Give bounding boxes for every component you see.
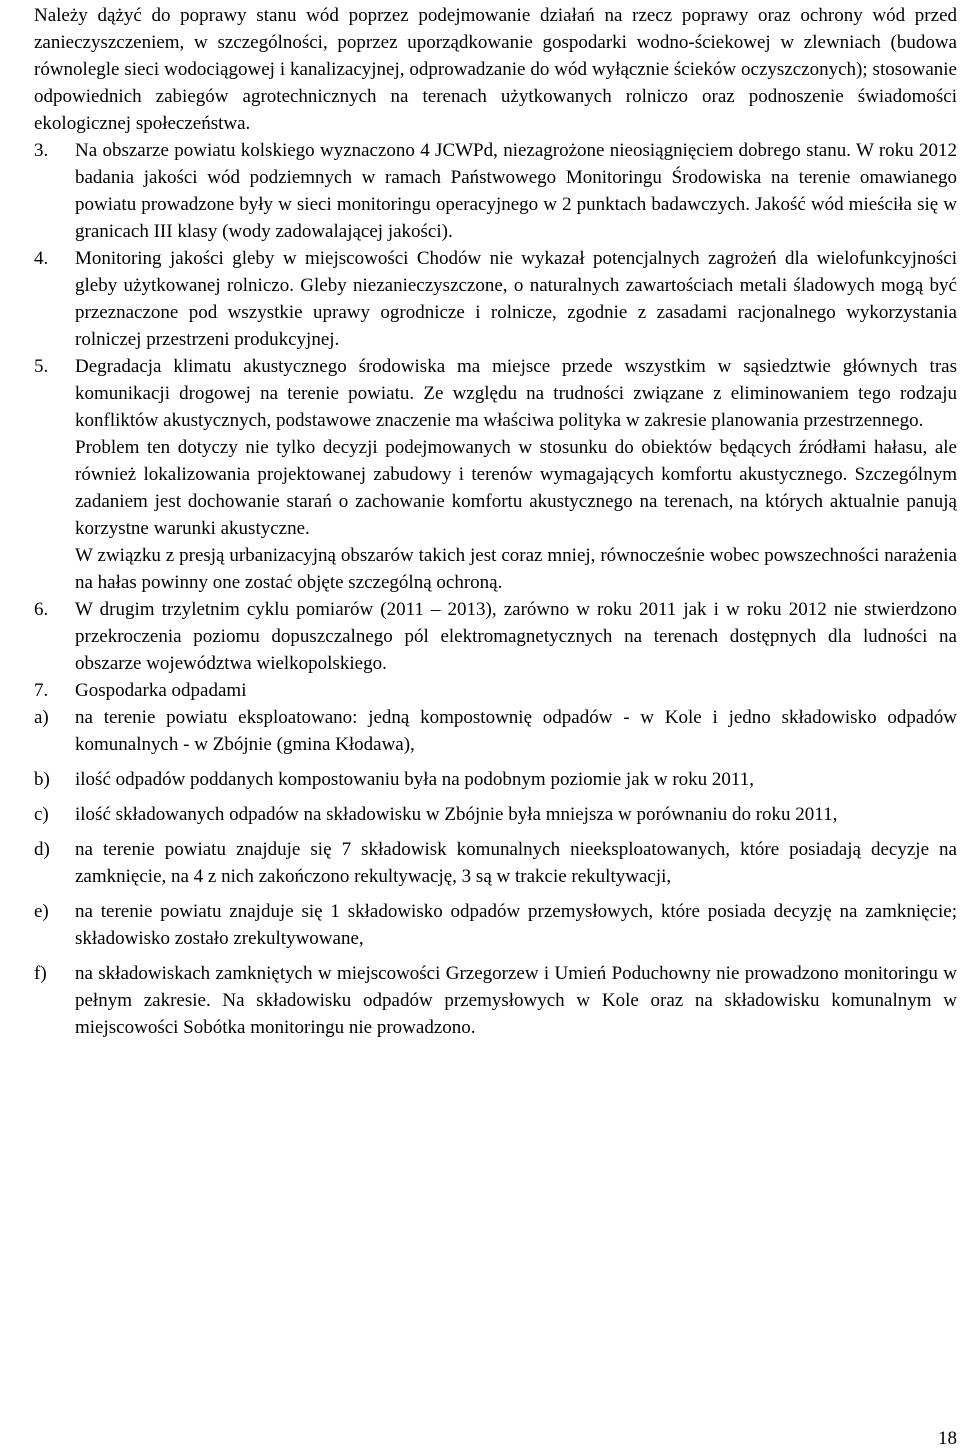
list-item-6 [34, 596, 957, 677]
sublist-item-label: f) [34, 963, 47, 984]
list-item-paragraph: Monitoring jakości gleby w miejscowości Chodów nie wykazał potencjalnych zagrożeń dla wielofunkcyjności gleby użytkowanej rolniczo. Gleby niezanieczyszczone, o naturalnych zawartościach metali śladowych mogą być przeznaczone pod wszystkie uprawy ogrodnicze i rolnicze, zgodnie z zasadami racjonalnego wykorzystania rolniczej przestrzeni produkcyjnej. [75, 248, 957, 350]
list-item-paragraph: Problem ten dotyczy nie tylko decyzji podejmowanych w stosunku do obiektów będących źródłami hałasu, ale również lokalizowania projektowanej zabudowy i terenów wymagających komfortu akustycznego. Szczególnym zadaniem jest dochowanie starań o zachowanie komfortu akustycznego na terenach, na których aktualnie panują korzystne warunki akustyczne. [75, 437, 957, 539]
list-item-heading: Gospodarka odpadami [75, 680, 247, 701]
list-item-3 [34, 137, 957, 245]
sublist-item-text: na terenie powiatu eksploatowano: jedną kompostownię odpadów - w Kole i jedno składowisko odpadów komunalnych - w Zbójnie (gmina Kłodawa), [75, 707, 957, 755]
waste-management-sublist [34, 704, 957, 1041]
sublist-item-c [34, 801, 957, 828]
sublist-item-label: b) [34, 769, 50, 790]
sublist-item-b [34, 766, 957, 793]
list-item-number: 3. [34, 140, 49, 161]
sublist-item-label: d) [34, 839, 50, 860]
document-body [34, 2, 957, 1049]
list-item-paragraph: Degradacja klimatu akustycznego środowiska ma miejsce przede wszystkim w sąsiedztwie głównych tras komunikacji drogowej na terenie powiatu. Ze względu na trudności związane z eliminowaniem tego rodzaju konfliktów akustycznych, podstawowe znaczenie ma właściwa polityka w zakresie planowania przestrzennego. [75, 356, 957, 431]
list-item-paragraph: W drugim trzyletnim cyklu pomiarów (2011 – 2013), zarówno w roku 2011 jak i w roku 2012 nie stwierdzono przekroczenia poziomu dopuszczalnego pól elektromagnetycznych na terenach dostępnych dla ludności na obszarze województwa wielkopolskiego. [75, 599, 957, 674]
sublist-item-d [34, 836, 957, 890]
list-item-paragraph: W związku z presją urbanizacyjną obszarów takich jest coraz mniej, równocześnie wobec powszechności narażenia na hałas powinny one zostać objęte szczególną ochroną. [75, 545, 957, 593]
sublist-item-e [34, 898, 957, 952]
list-item-4 [34, 245, 957, 353]
list-item-number: 6. [34, 599, 49, 620]
sublist-item-label: a) [34, 707, 49, 728]
sublist-item-text: na terenie powiatu znajduje się 7 składowisk komunalnych nieeksploatowanych, które posiadają decyzje na zamknięcie, na 4 z nich zakończono rekultywację, 3 są w trakcie rekultywacji, [75, 839, 957, 887]
sublist-item-a [34, 704, 957, 758]
list-item-number: 4. [34, 248, 49, 269]
list-item-number: 5. [34, 356, 49, 377]
list-item-5 [34, 353, 957, 596]
sublist-item-label: c) [34, 804, 49, 825]
list-item-number: 7. [34, 680, 49, 701]
page-number: 18 [938, 1428, 957, 1449]
sublist-item-f [34, 960, 957, 1041]
intro-paragraph: Należy dążyć do poprawy stanu wód poprzez podejmowanie działań na rzecz poprawy oraz ochrony wód przed zanieczyszczeniem, w szczególności, poprzez uporządkowanie gospodarki wodno-ściekowej w zlewniach (budowa równolegle sieci wodociągowej i kanalizacyjnej, odprowadzanie do wód wyłącznie ścieków oczyszczonych); stosowanie odpowiednich zabiegów agrotechnicznych na terenach użytkowanych rolniczo oraz podnoszenie świadomości ekologicznej społeczeństwa. [34, 5, 957, 134]
sublist-item-text: ilość składowanych odpadów na składowisku w Zbójnie była mniejsza w porównaniu do roku 2011, [75, 804, 838, 825]
list-item-7 [34, 677, 957, 704]
sublist-item-text: ilość odpadów poddanych kompostowaniu była na podobnym poziomie jak w roku 2011, [75, 769, 754, 790]
sublist-item-text: na terenie powiatu znajduje się 1 składowisko odpadów przemysłowych, które posiada decyzję na zamknięcie; składowisko zostało zrekultywowane, [75, 901, 957, 949]
list-item-paragraph: Na obszarze powiatu kolskiego wyznaczono 4 JCWPd, niezagrożone nieosiągnięciem dobrego stanu. W roku 2012 badania jakości wód podziemnych w ramach Państwowego Monitoringu Środowiska na terenie omawianego powiatu prowadzone były w sieci monitoringu operacyjnego w 2 punktach badawczych. Jakość wód mieściła się w granicach III klasy (wody zadowalającej jakości). [75, 140, 957, 242]
sublist-item-text: na składowiskach zamkniętych w miejscowości Grzegorzew i Umień Poduchowny nie prowadzono monitoringu w pełnym zakresie. Na składowisku odpadów przemysłowych w Kole oraz na składowisku komunalnym w miejscowości Sobótka monitoringu nie prowadzono. [75, 963, 957, 1038]
sublist-item-label: e) [34, 901, 49, 922]
